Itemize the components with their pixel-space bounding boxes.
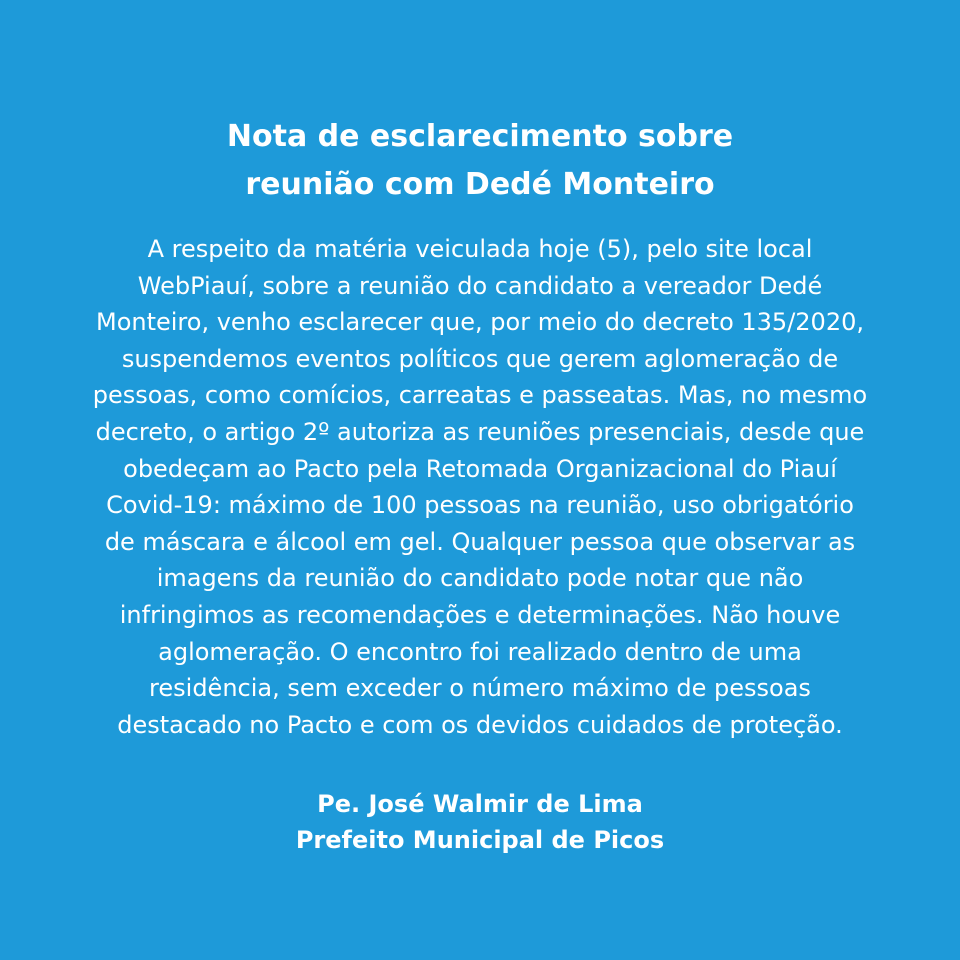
note-body-line: decreto, o artigo 2º autoriza as reuniões presenciais, desde que	[95, 417, 865, 446]
signature-name: Pe. José Walmir de Lima	[317, 790, 643, 818]
note-title	[0, 113, 960, 209]
note-body-line: de máscara e álcool em gel. Qualquer pessoa que observar as	[104, 527, 856, 556]
note-title-line-2: reunião com Dedé Monteiro	[245, 167, 715, 202]
note-body-line: imagens da reunião do candidato pode notar que não	[156, 564, 804, 593]
note-body	[0, 231, 960, 743]
signature-block	[0, 786, 960, 858]
note-body-line: WebPiauí, sobre a reunião do candidato a vereador Dedé	[137, 271, 823, 300]
note-body-line: Covid-19: máximo de 100 pessoas na reunião, uso obrigatório	[106, 491, 854, 520]
note-body-line: residência, sem exceder o número máximo de pessoas	[149, 674, 811, 703]
note-body-line: destacado no Pacto e com os devidos cuidados de proteção.	[117, 710, 843, 739]
signature-role: Prefeito Municipal de Picos	[295, 826, 665, 854]
note-body-line: aglomeração. O encontro foi realizado dentro de uma	[158, 637, 802, 666]
note-body-line: obedeçam ao Pacto pela Retomada Organizacional do Piauí	[123, 454, 837, 483]
note-body-line: pessoas, como comícios, carreatas e passeatas. Mas, no mesmo	[92, 381, 868, 410]
note-body-line: suspendemos eventos políticos que gerem aglomeração de	[121, 344, 839, 373]
note-body-line: infringimos as recomendações e determinações. Não houve	[119, 600, 841, 629]
note-title-line-1: Nota de esclarecimento sobre	[226, 119, 734, 154]
note-body-line: A respeito da matéria veiculada hoje (5), pelo site local	[147, 235, 813, 263]
note-body-line: Monteiro, venho esclarecer que, por meio do decreto 135/2020,	[95, 308, 864, 337]
